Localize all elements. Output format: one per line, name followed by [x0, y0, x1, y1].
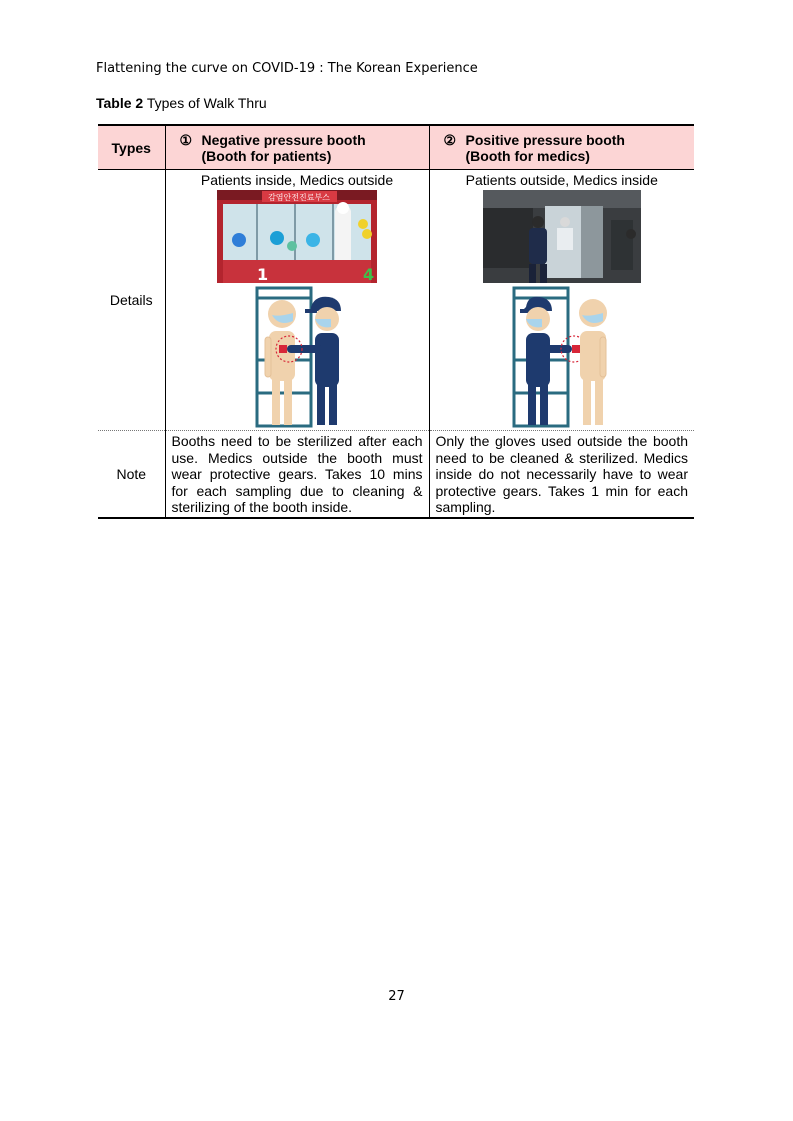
negative-booth-photo [217, 190, 377, 283]
walk-thru-table [98, 124, 694, 519]
table-caption-text: Types of Walk Thru [143, 95, 267, 111]
header-col2-number: ② [443, 131, 457, 148]
note-label: Note [98, 431, 165, 518]
page-number: 27 [388, 989, 405, 1004]
negative-booth-illustration [227, 285, 367, 430]
table-caption [96, 95, 267, 111]
positive-booth-photo [483, 190, 641, 283]
header-col1-number: ① [179, 131, 193, 148]
note-negative: Booths need to be sterilized after each use. Medics outside the booth must wear protective gears. Takes 10 mins for each sampling due to cleaning & sterilizing of the booth inside. [165, 431, 429, 518]
header-types: Types [98, 125, 165, 170]
negative-caption: Patients inside, Medics outside [200, 172, 394, 188]
details-label: Details [98, 170, 165, 431]
table-header-row [98, 125, 694, 170]
note-row [98, 431, 694, 518]
details-row [98, 170, 694, 431]
positive-booth-illustration [492, 285, 632, 430]
header-col2-line2: (Booth for medics) [465, 147, 590, 164]
note-positive: Only the gloves used outside the booth need to be cleaned & sterilized. Medics inside do not necessarily have to wear protective gears. Takes 1 min for each sampling. [429, 431, 694, 518]
running-header: Flattening the curve on COVID-19 : The Korean Experience [96, 61, 478, 76]
header-positive-pressure [429, 125, 694, 170]
details-negative-cell [165, 170, 429, 431]
header-col1-line2: (Booth for patients) [201, 147, 332, 164]
positive-caption: Patients outside, Medics inside [465, 172, 658, 188]
header-col1-line1: Negative pressure booth [201, 131, 366, 148]
negative-photo-sign: 감염안전진료부스 [268, 193, 330, 202]
details-positive-cell [429, 170, 694, 431]
header-negative-pressure [165, 125, 429, 170]
table-caption-label: Table 2 [96, 95, 144, 111]
negative-photo-number-1: 1 [257, 265, 269, 283]
header-col2-line1: Positive pressure booth [465, 131, 625, 148]
negative-photo-number-4: 4 [363, 265, 375, 283]
